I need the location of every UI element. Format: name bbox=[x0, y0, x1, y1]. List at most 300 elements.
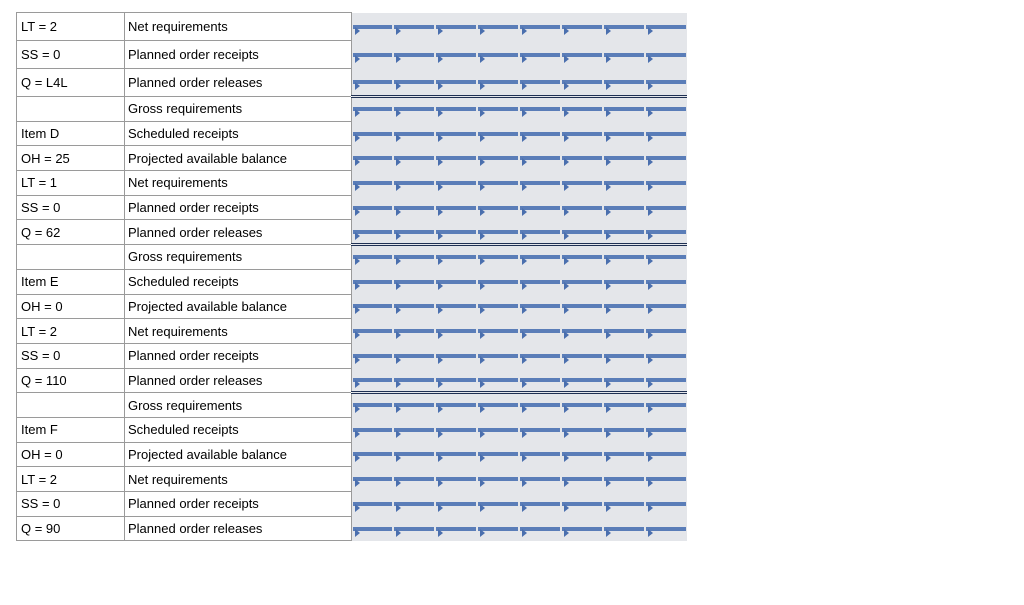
period-cell bbox=[393, 417, 435, 442]
period-input-box[interactable] bbox=[436, 527, 476, 531]
period-input-box[interactable] bbox=[478, 280, 518, 284]
period-input-box[interactable] bbox=[394, 304, 434, 308]
period-input-box[interactable] bbox=[394, 502, 434, 506]
period-input-box[interactable] bbox=[646, 304, 686, 308]
period-cell bbox=[435, 319, 477, 344]
row-label-cell: Projected available balance bbox=[125, 294, 352, 319]
period-input-box[interactable] bbox=[646, 181, 686, 185]
period-cell bbox=[477, 269, 519, 294]
period-input-box[interactable] bbox=[478, 502, 518, 506]
period-input-box[interactable] bbox=[394, 477, 434, 481]
period-input-box[interactable] bbox=[436, 206, 476, 210]
period-cell bbox=[352, 294, 394, 319]
period-cell bbox=[645, 393, 687, 418]
period-input-box[interactable] bbox=[520, 181, 560, 185]
period-cell bbox=[603, 195, 645, 220]
period-cell bbox=[519, 121, 561, 146]
period-input-box[interactable] bbox=[604, 403, 644, 407]
period-input-box[interactable] bbox=[604, 255, 644, 259]
period-cell bbox=[561, 121, 603, 146]
period-input-box[interactable] bbox=[436, 80, 476, 84]
period-input-box[interactable] bbox=[646, 403, 686, 407]
period-input-box[interactable] bbox=[520, 403, 560, 407]
period-cell bbox=[393, 195, 435, 220]
period-cell bbox=[352, 171, 394, 196]
period-input-box[interactable] bbox=[646, 25, 686, 29]
period-input-box[interactable] bbox=[646, 230, 686, 234]
period-cell bbox=[561, 442, 603, 467]
period-input-box[interactable] bbox=[646, 156, 686, 160]
period-cell bbox=[435, 516, 477, 541]
period-cell bbox=[645, 368, 687, 393]
item-parameter-cell: OH = 0 bbox=[17, 442, 125, 467]
period-cell bbox=[561, 393, 603, 418]
period-input-box[interactable] bbox=[353, 230, 392, 234]
period-cell bbox=[435, 417, 477, 442]
period-input-box[interactable] bbox=[394, 230, 434, 234]
period-input-box[interactable] bbox=[353, 255, 392, 259]
row-label-cell: Scheduled receipts bbox=[125, 417, 352, 442]
period-cell bbox=[477, 121, 519, 146]
period-input-box[interactable] bbox=[436, 156, 476, 160]
period-cell bbox=[603, 294, 645, 319]
period-input-box[interactable] bbox=[604, 280, 644, 284]
period-input-box[interactable] bbox=[604, 428, 644, 432]
row-label-cell: Gross requirements bbox=[125, 245, 352, 270]
period-input-box[interactable] bbox=[562, 25, 602, 29]
period-cell bbox=[645, 319, 687, 344]
row-label-cell: Planned order receipts bbox=[125, 492, 352, 517]
period-input-box[interactable] bbox=[604, 25, 644, 29]
period-cell bbox=[645, 69, 687, 97]
period-input-box[interactable] bbox=[562, 181, 602, 185]
period-cell bbox=[393, 393, 435, 418]
period-cell bbox=[435, 171, 477, 196]
period-input-box[interactable] bbox=[478, 156, 518, 160]
period-input-box[interactable] bbox=[436, 477, 476, 481]
period-input-box[interactable] bbox=[394, 132, 434, 136]
period-input-box[interactable] bbox=[353, 428, 392, 432]
period-input-box[interactable] bbox=[562, 53, 602, 57]
row-label-cell: Planned order receipts bbox=[125, 343, 352, 368]
period-input-box[interactable] bbox=[604, 181, 644, 185]
period-cell bbox=[477, 467, 519, 492]
period-input-box[interactable] bbox=[394, 80, 434, 84]
period-cell bbox=[477, 13, 519, 41]
period-input-box[interactable] bbox=[478, 304, 518, 308]
item-parameter-cell: LT = 2 bbox=[17, 13, 125, 41]
period-cell bbox=[435, 245, 477, 270]
item-parameter-cell: LT = 2 bbox=[17, 319, 125, 344]
period-cell bbox=[393, 319, 435, 344]
period-input-box[interactable] bbox=[394, 280, 434, 284]
period-input-box[interactable] bbox=[646, 80, 686, 84]
period-input-box[interactable] bbox=[520, 107, 560, 111]
period-cell bbox=[435, 13, 477, 41]
mrp-row bbox=[17, 146, 687, 171]
period-input-box[interactable] bbox=[478, 428, 518, 432]
period-input-box[interactable] bbox=[520, 452, 560, 456]
period-input-box[interactable] bbox=[436, 107, 476, 111]
period-input-box[interactable] bbox=[436, 304, 476, 308]
period-cell bbox=[477, 97, 519, 122]
period-cell bbox=[561, 195, 603, 220]
period-input-box[interactable] bbox=[478, 53, 518, 57]
period-input-box[interactable] bbox=[604, 477, 644, 481]
period-cell bbox=[603, 343, 645, 368]
period-input-box[interactable] bbox=[562, 255, 602, 259]
period-input-box[interactable] bbox=[436, 452, 476, 456]
period-cell bbox=[645, 467, 687, 492]
period-cell bbox=[393, 171, 435, 196]
period-cell bbox=[435, 343, 477, 368]
period-cell bbox=[519, 417, 561, 442]
period-input-box[interactable] bbox=[562, 527, 602, 531]
period-input-box[interactable] bbox=[646, 132, 686, 136]
period-input-box[interactable] bbox=[478, 255, 518, 259]
row-label-cell: Scheduled receipts bbox=[125, 121, 352, 146]
period-input-box[interactable] bbox=[562, 378, 602, 382]
period-cell bbox=[561, 467, 603, 492]
period-cell bbox=[561, 13, 603, 41]
period-input-box[interactable] bbox=[478, 132, 518, 136]
period-cell bbox=[519, 294, 561, 319]
period-input-box[interactable] bbox=[562, 502, 602, 506]
period-input-box[interactable] bbox=[394, 329, 434, 333]
period-cell bbox=[477, 41, 519, 69]
period-input-box[interactable] bbox=[646, 378, 686, 382]
period-cell bbox=[352, 368, 394, 393]
period-input-box[interactable] bbox=[436, 132, 476, 136]
period-cell bbox=[352, 467, 394, 492]
period-input-box[interactable] bbox=[520, 53, 560, 57]
period-input-box[interactable] bbox=[353, 53, 392, 57]
period-cell bbox=[603, 417, 645, 442]
period-cell bbox=[477, 393, 519, 418]
period-cell bbox=[352, 195, 394, 220]
item-parameter-cell: Item E bbox=[17, 269, 125, 294]
period-input-box[interactable] bbox=[394, 527, 434, 531]
period-cell bbox=[393, 442, 435, 467]
period-cell bbox=[477, 146, 519, 171]
period-input-box[interactable] bbox=[478, 354, 518, 358]
period-input-box[interactable] bbox=[436, 428, 476, 432]
period-input-box[interactable] bbox=[436, 255, 476, 259]
period-cell bbox=[393, 269, 435, 294]
period-input-box[interactable] bbox=[353, 304, 392, 308]
period-input-box[interactable] bbox=[394, 378, 434, 382]
period-input-box[interactable] bbox=[436, 403, 476, 407]
period-input-box[interactable] bbox=[478, 80, 518, 84]
period-cell bbox=[393, 492, 435, 517]
mrp-row bbox=[17, 319, 687, 344]
period-input-box[interactable] bbox=[478, 329, 518, 333]
period-input-box[interactable] bbox=[604, 354, 644, 358]
period-input-box[interactable] bbox=[520, 132, 560, 136]
period-cell bbox=[519, 97, 561, 122]
period-input-box[interactable] bbox=[604, 230, 644, 234]
period-input-box[interactable] bbox=[604, 329, 644, 333]
period-input-box[interactable] bbox=[562, 428, 602, 432]
period-input-box[interactable] bbox=[604, 304, 644, 308]
period-input-box[interactable] bbox=[394, 25, 434, 29]
period-input-box[interactable] bbox=[394, 53, 434, 57]
period-cell bbox=[603, 97, 645, 122]
period-input-box[interactable] bbox=[562, 156, 602, 160]
row-label-cell: Gross requirements bbox=[125, 393, 352, 418]
period-input-box[interactable] bbox=[520, 255, 560, 259]
period-input-box[interactable] bbox=[604, 132, 644, 136]
period-cell bbox=[435, 146, 477, 171]
mrp-row bbox=[17, 97, 687, 122]
row-label-cell: Net requirements bbox=[125, 13, 352, 41]
period-input-box[interactable] bbox=[562, 107, 602, 111]
period-cell bbox=[603, 467, 645, 492]
period-input-box[interactable] bbox=[478, 181, 518, 185]
period-input-box[interactable] bbox=[562, 477, 602, 481]
period-input-box[interactable] bbox=[562, 354, 602, 358]
period-input-box[interactable] bbox=[646, 280, 686, 284]
item-parameter-cell: Item D bbox=[17, 121, 125, 146]
period-input-box[interactable] bbox=[646, 428, 686, 432]
period-cell bbox=[519, 220, 561, 245]
period-input-box[interactable] bbox=[353, 502, 392, 506]
period-cell bbox=[603, 69, 645, 97]
period-input-box[interactable] bbox=[478, 477, 518, 481]
period-input-box[interactable] bbox=[562, 329, 602, 333]
period-cell bbox=[477, 492, 519, 517]
period-cell bbox=[561, 319, 603, 344]
period-cell bbox=[603, 269, 645, 294]
period-input-box[interactable] bbox=[520, 477, 560, 481]
period-input-box[interactable] bbox=[394, 156, 434, 160]
period-cell bbox=[393, 97, 435, 122]
period-input-box[interactable] bbox=[604, 378, 644, 382]
period-input-box[interactable] bbox=[353, 280, 392, 284]
period-input-box[interactable] bbox=[394, 452, 434, 456]
period-input-box[interactable] bbox=[353, 378, 392, 382]
period-cell bbox=[561, 146, 603, 171]
mrp-row bbox=[17, 41, 687, 69]
period-cell bbox=[519, 171, 561, 196]
period-input-box[interactable] bbox=[520, 156, 560, 160]
item-parameter-cell: SS = 0 bbox=[17, 41, 125, 69]
period-cell bbox=[561, 492, 603, 517]
mrp-row bbox=[17, 121, 687, 146]
period-input-box[interactable] bbox=[520, 502, 560, 506]
period-cell bbox=[561, 69, 603, 97]
period-input-box[interactable] bbox=[353, 80, 392, 84]
period-input-box[interactable] bbox=[646, 502, 686, 506]
period-input-box[interactable] bbox=[478, 206, 518, 210]
item-parameter-cell: Q = 110 bbox=[17, 368, 125, 393]
period-cell bbox=[435, 368, 477, 393]
period-input-box[interactable] bbox=[436, 25, 476, 29]
period-input-box[interactable] bbox=[562, 80, 602, 84]
period-input-box[interactable] bbox=[562, 206, 602, 210]
period-input-box[interactable] bbox=[646, 452, 686, 456]
period-input-box[interactable] bbox=[436, 280, 476, 284]
period-input-box[interactable] bbox=[394, 354, 434, 358]
period-input-box[interactable] bbox=[562, 132, 602, 136]
period-input-box[interactable] bbox=[394, 107, 434, 111]
item-parameter-cell: Q = L4L bbox=[17, 69, 125, 97]
period-cell bbox=[435, 121, 477, 146]
period-cell bbox=[645, 220, 687, 245]
period-cell bbox=[519, 368, 561, 393]
item-parameter-cell: Q = 90 bbox=[17, 516, 125, 541]
mrp-row bbox=[17, 442, 687, 467]
period-cell bbox=[435, 220, 477, 245]
period-cell bbox=[352, 146, 394, 171]
mrp-row bbox=[17, 516, 687, 541]
period-cell bbox=[603, 171, 645, 196]
mrp-row bbox=[17, 13, 687, 41]
mrp-row bbox=[17, 417, 687, 442]
period-input-box[interactable] bbox=[646, 53, 686, 57]
item-parameter-cell bbox=[17, 97, 125, 122]
period-input-box[interactable] bbox=[353, 329, 392, 333]
period-input-box[interactable] bbox=[353, 132, 392, 136]
period-input-box[interactable] bbox=[562, 403, 602, 407]
period-cell bbox=[603, 220, 645, 245]
period-input-box[interactable] bbox=[646, 329, 686, 333]
period-input-box[interactable] bbox=[562, 452, 602, 456]
period-cell bbox=[477, 69, 519, 97]
period-input-box[interactable] bbox=[353, 452, 392, 456]
period-input-box[interactable] bbox=[520, 80, 560, 84]
period-cell bbox=[477, 442, 519, 467]
period-input-box[interactable] bbox=[436, 502, 476, 506]
period-cell bbox=[435, 41, 477, 69]
period-input-box[interactable] bbox=[562, 280, 602, 284]
period-input-box[interactable] bbox=[436, 181, 476, 185]
period-input-box[interactable] bbox=[353, 156, 392, 160]
period-input-box[interactable] bbox=[436, 329, 476, 333]
period-input-box[interactable] bbox=[394, 428, 434, 432]
period-input-box[interactable] bbox=[646, 527, 686, 531]
period-input-box[interactable] bbox=[394, 403, 434, 407]
period-input-box[interactable] bbox=[646, 206, 686, 210]
period-cell bbox=[352, 417, 394, 442]
period-cell bbox=[352, 41, 394, 69]
period-cell bbox=[393, 343, 435, 368]
period-input-box[interactable] bbox=[604, 80, 644, 84]
period-input-box[interactable] bbox=[604, 452, 644, 456]
period-input-box[interactable] bbox=[478, 378, 518, 382]
row-label-cell: Planned order releases bbox=[125, 220, 352, 245]
period-input-box[interactable] bbox=[646, 107, 686, 111]
period-input-box[interactable] bbox=[436, 354, 476, 358]
period-cell bbox=[561, 516, 603, 541]
period-cell bbox=[645, 417, 687, 442]
period-input-box[interactable] bbox=[478, 452, 518, 456]
period-cell bbox=[352, 393, 394, 418]
period-input-box[interactable] bbox=[353, 354, 392, 358]
period-input-box[interactable] bbox=[436, 53, 476, 57]
period-input-box[interactable] bbox=[604, 502, 644, 506]
period-cell bbox=[519, 393, 561, 418]
period-input-box[interactable] bbox=[562, 230, 602, 234]
item-parameter-cell: OH = 0 bbox=[17, 294, 125, 319]
period-input-box[interactable] bbox=[646, 255, 686, 259]
period-input-box[interactable] bbox=[604, 206, 644, 210]
period-input-box[interactable] bbox=[353, 181, 392, 185]
period-cell bbox=[561, 41, 603, 69]
item-parameter-cell: OH = 25 bbox=[17, 146, 125, 171]
mrp-row bbox=[17, 245, 687, 270]
period-input-box[interactable] bbox=[562, 304, 602, 308]
period-cell bbox=[603, 516, 645, 541]
period-input-box[interactable] bbox=[520, 304, 560, 308]
period-input-box[interactable] bbox=[353, 477, 392, 481]
period-input-box[interactable] bbox=[604, 53, 644, 57]
period-cell bbox=[435, 269, 477, 294]
period-input-box[interactable] bbox=[353, 107, 392, 111]
period-input-box[interactable] bbox=[478, 403, 518, 407]
period-cell bbox=[477, 319, 519, 344]
period-input-box[interactable] bbox=[353, 527, 392, 531]
period-input-box[interactable] bbox=[604, 107, 644, 111]
period-cell bbox=[645, 516, 687, 541]
period-input-box[interactable] bbox=[646, 477, 686, 481]
period-cell bbox=[519, 146, 561, 171]
period-input-box[interactable] bbox=[353, 403, 392, 407]
mrp-row bbox=[17, 220, 687, 245]
row-label-cell: Planned order receipts bbox=[125, 41, 352, 69]
period-input-box[interactable] bbox=[646, 354, 686, 358]
period-input-box[interactable] bbox=[478, 230, 518, 234]
period-cell bbox=[603, 368, 645, 393]
item-parameter-cell bbox=[17, 393, 125, 418]
period-cell bbox=[435, 69, 477, 97]
period-cell bbox=[393, 220, 435, 245]
period-cell bbox=[477, 417, 519, 442]
period-cell bbox=[352, 319, 394, 344]
period-input-box[interactable] bbox=[394, 255, 434, 259]
period-input-box[interactable] bbox=[520, 280, 560, 284]
period-input-box[interactable] bbox=[478, 527, 518, 531]
period-cell bbox=[477, 294, 519, 319]
period-input-box[interactable] bbox=[604, 527, 644, 531]
item-parameter-cell: SS = 0 bbox=[17, 343, 125, 368]
period-cell bbox=[352, 343, 394, 368]
period-input-box[interactable] bbox=[478, 25, 518, 29]
period-input-box[interactable] bbox=[520, 25, 560, 29]
period-input-box[interactable] bbox=[436, 378, 476, 382]
period-cell bbox=[435, 467, 477, 492]
period-input-box[interactable] bbox=[520, 206, 560, 210]
period-input-box[interactable] bbox=[353, 25, 392, 29]
period-input-box[interactable] bbox=[520, 428, 560, 432]
item-parameter-cell: SS = 0 bbox=[17, 195, 125, 220]
period-input-box[interactable] bbox=[520, 527, 560, 531]
period-input-box[interactable] bbox=[520, 329, 560, 333]
period-cell bbox=[352, 492, 394, 517]
mrp-row bbox=[17, 69, 687, 97]
period-input-box[interactable] bbox=[478, 107, 518, 111]
period-input-box[interactable] bbox=[520, 354, 560, 358]
period-input-box[interactable] bbox=[520, 378, 560, 382]
period-cell bbox=[393, 467, 435, 492]
period-input-box[interactable] bbox=[394, 206, 434, 210]
period-input-box[interactable] bbox=[604, 156, 644, 160]
period-input-box[interactable] bbox=[394, 181, 434, 185]
period-input-box[interactable] bbox=[353, 206, 392, 210]
period-cell bbox=[645, 13, 687, 41]
period-input-box[interactable] bbox=[520, 230, 560, 234]
period-input-box[interactable] bbox=[436, 230, 476, 234]
